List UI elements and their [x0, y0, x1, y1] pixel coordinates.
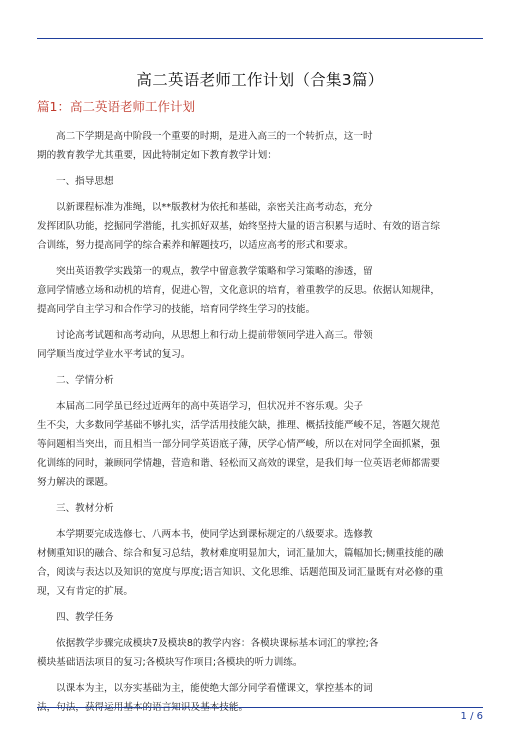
text-line: 现，又有肯定的扩展。 [37, 586, 133, 597]
text-line: 意同学情感立场和动机的培育，促进心智，文化意识的培育，着重教学的反思。依据认知规律， [37, 285, 440, 296]
page-indicator: 1 / 6 [460, 711, 483, 722]
text-line: 合，阅读与表达以及知识的宽度与厚度;语言知识、文化思维、话题范围及词汇量既有对必修的重 [37, 567, 444, 578]
text-line: 模块基础语法项目的复习;各模块写作项目;各模块的听力训练。 [37, 657, 303, 668]
text-line: 发挥团队功能，挖掘同学潜能，扎实抓好双基，始终坚持大量的语言积累与适时、有效的语言综 [37, 221, 440, 232]
paragraph [37, 326, 483, 364]
paragraph [37, 397, 483, 492]
paragraph-spacer [37, 627, 483, 634]
paragraph-spacer [37, 601, 483, 608]
paragraph [37, 198, 483, 255]
text-line: 期的教育教学尤其重要，因此特制定如下教育教学计划： [37, 150, 277, 161]
text-line: 努力解决的课题。 [37, 477, 114, 488]
paragraph-spacer [37, 492, 483, 499]
paragraph-spacer [37, 255, 483, 262]
text-line: 依据教学步骤完成模块7及模块8的教学内容：各模块课标基本词汇的掌控;各 [56, 638, 379, 649]
section-heading: 篇1：高二英语老师工作计划 [37, 99, 195, 114]
text-line: 高二下学期是高中阶段一个重要的时期，是进入高三的一个转折点，这一时 [56, 131, 373, 142]
paragraph [37, 371, 483, 390]
text-line: 化训练的同时，兼顾同学情趣，营造和谐、轻松而又高效的课堂，是我们每一位英语老师都需要 [37, 458, 440, 469]
header-rule [37, 38, 483, 39]
text-line: 突出英语教学实践第一的观点，教学中留意教学策略和学习策略的渗透，留 [56, 266, 373, 277]
paragraph [37, 634, 483, 672]
document-body [37, 127, 483, 717]
paragraph [37, 679, 483, 717]
text-line: 材侧重知识的融合、综合和复习总结，教材难度明显加大，词汇量加大，篇幅加长;侧重技能的融 [37, 548, 444, 559]
paragraph-spacer [37, 165, 483, 172]
text-line: 以课本为主，以夯实基础为主，能使绝大部分同学看懂课文，掌控基本的词 [56, 683, 373, 694]
text-line: 生不尖，大多数同学基础不够扎实，活学活用技能欠缺，推理、概括技能严峻不足，答题欠规范 [37, 420, 440, 431]
text-line: 讨论高考试题和高考动向，从思想上和行动上提前带领同学进入高三。带领 [56, 330, 373, 341]
document-title: 高二英语老师工作计划（合集3篇） [136, 71, 384, 89]
paragraph-spacer [37, 191, 483, 198]
text-line: 一、指导思想 [56, 176, 114, 187]
text-line: 二、学情分析 [56, 375, 114, 386]
paragraph [37, 608, 483, 627]
paragraph-spacer [37, 518, 483, 525]
text-line: 同学顺当度过学业水平考试的复习。 [37, 349, 191, 360]
footer-rule [37, 707, 483, 708]
text-line: 三、教材分析 [56, 503, 114, 514]
text-line: 合训练，努力提高同学的综合素养和解题技巧，以适应高考的形式和要求。 [37, 240, 354, 251]
text-line: 本学期要完成选修七、八两本书，使同学达到课标规定的八级要求。选修教 [56, 529, 373, 540]
text-line: 等问题相当突出，而且相当一部分同学英语底子薄，厌学心情严峻，所以在对同学全面抓紧，强 [37, 439, 440, 450]
paragraph [37, 127, 483, 165]
paragraph [37, 262, 483, 319]
paragraph [37, 499, 483, 518]
text-line: 四、教学任务 [56, 612, 114, 623]
paragraph-spacer [37, 672, 483, 679]
text-line: 以新课程标准为准绳，以**版教材为依托和基础，亲密关注高考动态，充分 [56, 202, 373, 213]
paragraph-spacer [37, 364, 483, 371]
paragraph [37, 172, 483, 191]
paragraph [37, 525, 483, 601]
paragraph-spacer [37, 319, 483, 326]
text-line: 提高同学自主学习和合作学习的技能，培育同学终生学习的技能。 [37, 304, 316, 315]
text-line: 本届高二同学虽已经过近两年的高中英语学习，但状况并不容乐观。尖子 [56, 401, 363, 412]
paragraph-spacer [37, 390, 483, 397]
